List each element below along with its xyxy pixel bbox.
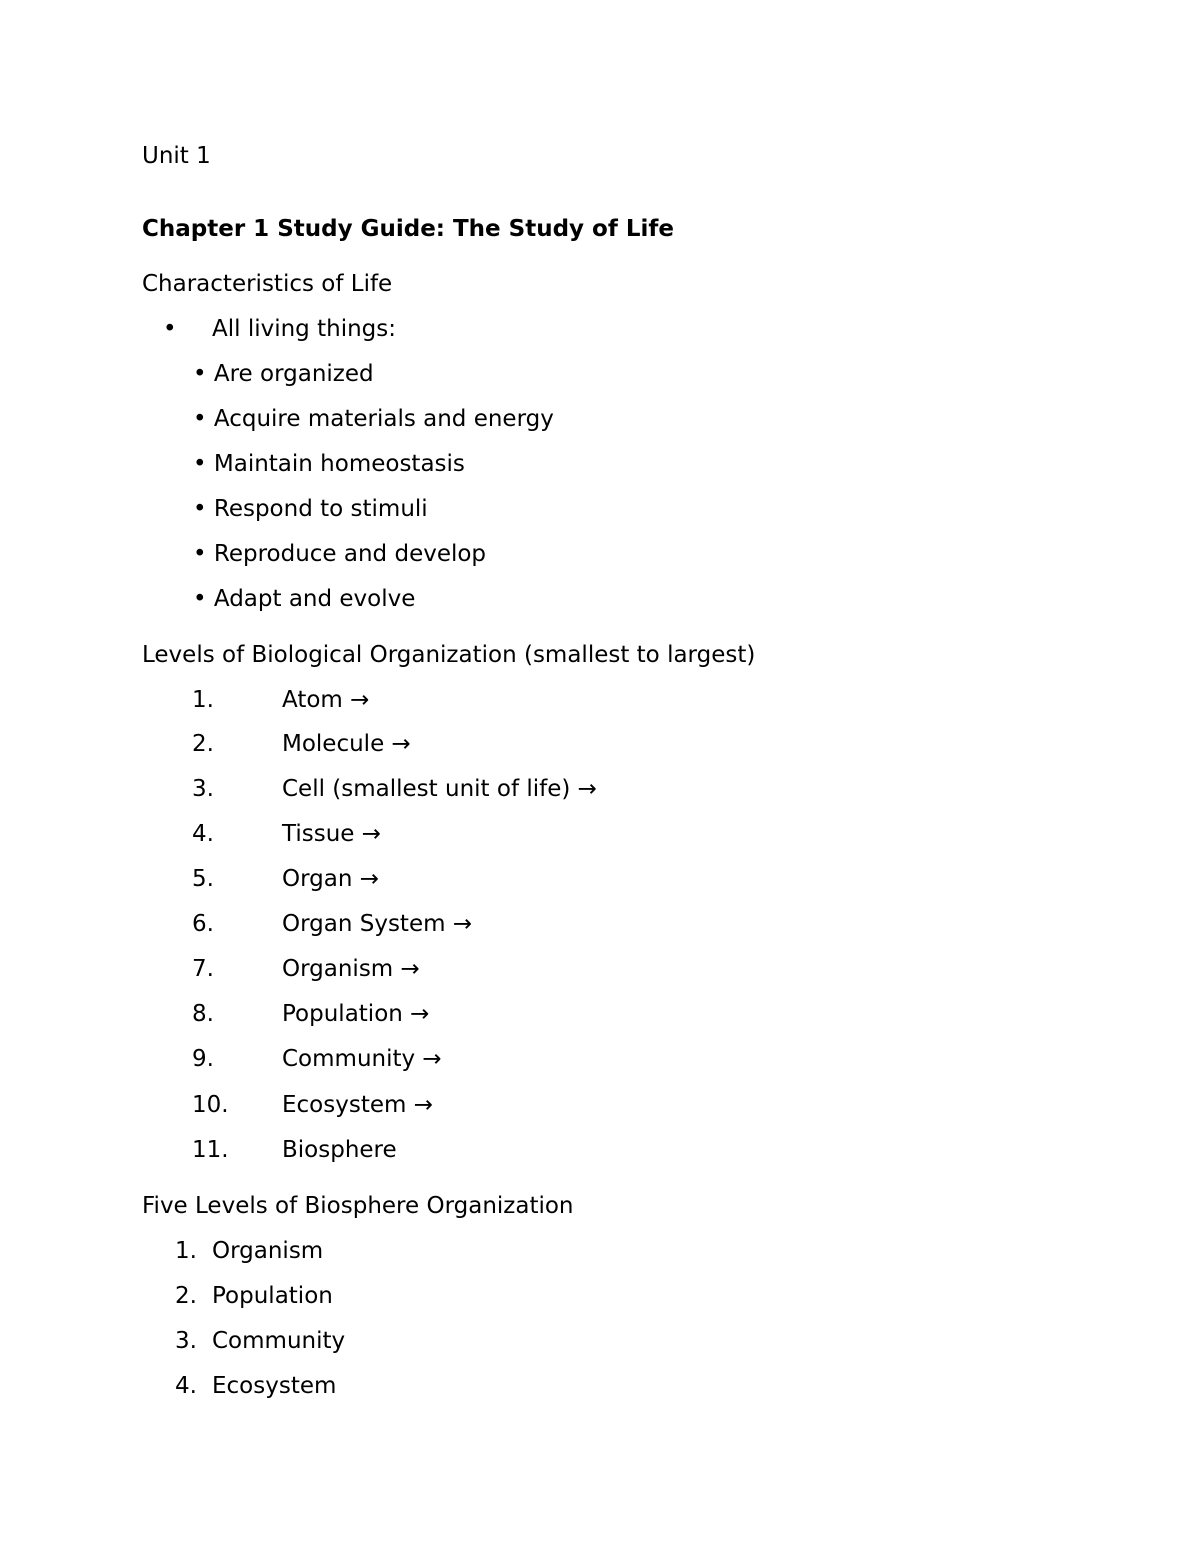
characteristic-item: • Acquire materials and energy (193, 406, 554, 432)
level-number: 1. (192, 687, 214, 713)
level-number: 3. (192, 776, 214, 802)
level-text: Organ → (282, 866, 380, 892)
level-number: 10. (192, 1092, 229, 1118)
characteristic-item: • Reproduce and develop (193, 541, 487, 567)
level-text: Atom → (282, 687, 370, 713)
level-number: 9. (192, 1046, 214, 1072)
biosphere-number: 1. (175, 1238, 197, 1264)
characteristic-item: • Are organized (193, 361, 374, 387)
level-number: 4. (192, 821, 214, 847)
unit-label: Unit 1 (142, 143, 211, 169)
biosphere-text: Organism (212, 1238, 324, 1264)
level-number: 8. (192, 1001, 214, 1027)
level-number: 11. (192, 1137, 229, 1163)
level-text: Biosphere (282, 1137, 397, 1163)
levels-heading: Levels of Biological Organization (smallest to largest) (142, 642, 756, 668)
biosphere-heading: Five Levels of Biosphere Organization (142, 1193, 574, 1219)
biosphere-text: Community (212, 1328, 346, 1354)
level-text: Population → (282, 1001, 430, 1027)
characteristic-item: • Respond to stimuli (193, 496, 428, 522)
level-number: 7. (192, 956, 214, 982)
biosphere-number: 3. (175, 1328, 197, 1354)
level-text: Organ System → (282, 911, 473, 937)
level-number: 2. (192, 731, 214, 757)
level-text: Molecule → (282, 731, 411, 757)
level-number: 6. (192, 911, 214, 937)
chapter-title: Chapter 1 Study Guide: The Study of Life (142, 216, 675, 242)
characteristic-item: • Maintain homeostasis (193, 451, 465, 477)
characteristic-item: • Adapt and evolve (193, 586, 416, 612)
level-text: Tissue → (282, 821, 382, 847)
level-text: Organism → (282, 956, 420, 982)
characteristics-intro: All living things: (212, 316, 396, 342)
biosphere-text: Ecosystem (212, 1373, 337, 1399)
biosphere-number: 4. (175, 1373, 197, 1399)
characteristics-heading: Characteristics of Life (142, 271, 393, 297)
biosphere-text: Population (212, 1283, 333, 1309)
level-text: Community → (282, 1046, 442, 1072)
level-text: Cell (smallest unit of life) → (282, 776, 597, 802)
biosphere-number: 2. (175, 1283, 197, 1309)
level-number: 5. (192, 866, 214, 892)
level-text: Ecosystem → (282, 1092, 433, 1118)
bullet-icon: • (163, 316, 177, 342)
